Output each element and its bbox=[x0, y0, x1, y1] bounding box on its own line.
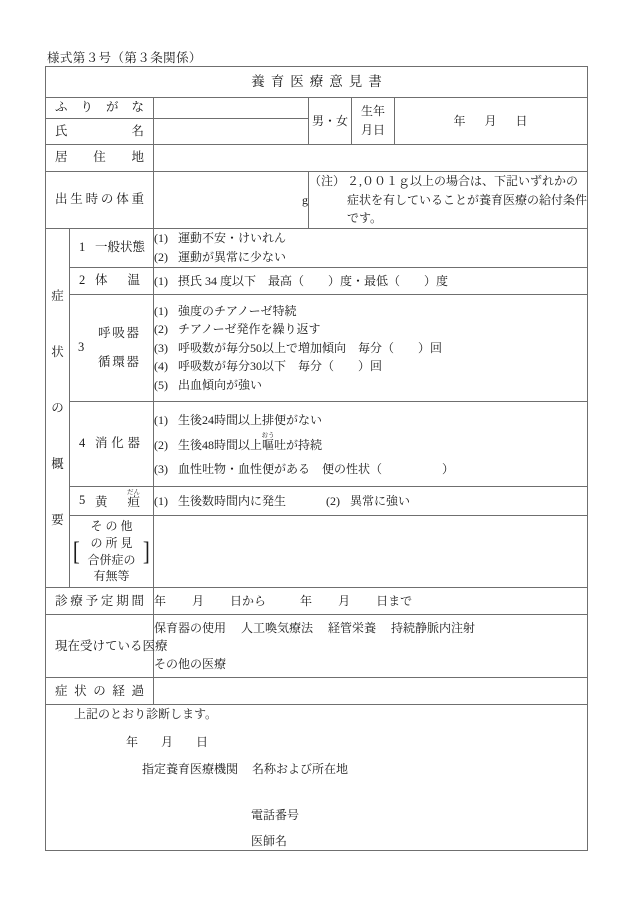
option-number: (2) bbox=[154, 437, 168, 452]
current-care-row bbox=[46, 615, 588, 678]
option-text: 生後数時間内に発生 bbox=[178, 493, 287, 508]
treatment-period-label: 診療予定期間 bbox=[55, 593, 144, 608]
option-number: (2) bbox=[154, 250, 168, 264]
symptom-3-option-0[interactable] bbox=[154, 302, 587, 321]
symptom-5-number: 5 bbox=[79, 493, 86, 508]
vomit-ruby: 嘔おう bbox=[261, 431, 275, 452]
option-text: 血性吐物・血性便がある 便の性状（ ） bbox=[178, 461, 455, 476]
birth-weight-input[interactable] bbox=[154, 172, 309, 229]
side-label-char-4: 要 bbox=[51, 512, 64, 527]
treatment-period-input[interactable] bbox=[154, 588, 588, 615]
name-label-cell bbox=[46, 119, 154, 145]
side-label-char-1: 状 bbox=[51, 344, 64, 359]
jaundice-ruby: 疸だん bbox=[127, 489, 140, 510]
furigana-row bbox=[46, 98, 588, 119]
care-other[interactable]: その他の医療 bbox=[154, 657, 227, 672]
institution-label: 指定養育医療機関 bbox=[142, 762, 239, 777]
option-number: (3) bbox=[154, 340, 168, 355]
symptom-3-label-cell bbox=[70, 295, 154, 402]
symptom-row-2 bbox=[46, 268, 588, 295]
symptom-5-options[interactable] bbox=[154, 487, 588, 516]
treatment-period-row bbox=[46, 588, 588, 615]
weight-unit: g bbox=[302, 192, 308, 207]
dob-label-line1: 生年 bbox=[360, 104, 385, 119]
form-number: 様式第３号（第３条関係） bbox=[47, 51, 202, 65]
symptom-2-label-cell bbox=[70, 268, 154, 295]
current-care-label-cell bbox=[46, 615, 168, 678]
symptom-row-4 bbox=[46, 402, 588, 487]
period-day-to: 日まで bbox=[376, 593, 413, 608]
symptom-1-option-1[interactable] bbox=[154, 248, 587, 267]
birth-weight-row bbox=[46, 172, 588, 229]
option-number: (2) bbox=[326, 493, 341, 508]
symptom-1-number: 1 bbox=[79, 240, 86, 255]
doctor-name-line[interactable]: 医師名 bbox=[251, 833, 288, 848]
option-text: 呼吸数が毎分30以下 毎分（ ）回 bbox=[178, 359, 383, 374]
current-care-options[interactable] bbox=[154, 615, 588, 678]
care-option-3[interactable]: 持続静脈内注射 bbox=[391, 620, 476, 635]
symptom-1-options[interactable] bbox=[154, 229, 588, 268]
symptom-3-option-3[interactable] bbox=[154, 357, 587, 376]
dob-label-line2: 月日 bbox=[360, 123, 385, 137]
signature-date[interactable] bbox=[46, 724, 587, 752]
form-title: 養育医療意見書 bbox=[251, 73, 388, 89]
option-text: 運動不安・けいれん bbox=[178, 231, 287, 246]
birth-weight-note bbox=[309, 172, 588, 229]
note-text: ２,００１ｇ以上の場合は、下記いずれかの症状を有していることが養育医療の給付条件です。 bbox=[347, 174, 588, 226]
other-findings-line2: 合併症の有無等 bbox=[87, 552, 136, 584]
option-number: (4) bbox=[154, 359, 168, 374]
youiku-medical-opinion-form bbox=[45, 66, 588, 851]
symptom-2-label: 体温 bbox=[95, 273, 140, 288]
signature-block bbox=[46, 705, 588, 851]
option-number: (3) bbox=[154, 461, 168, 476]
sex-field[interactable] bbox=[309, 98, 352, 145]
current-care-label: 現在受けている医療 bbox=[55, 638, 168, 653]
period-year-to: 年 bbox=[300, 593, 313, 608]
period-day-from: 日から bbox=[230, 593, 267, 608]
signature-day: 日 bbox=[196, 734, 210, 749]
treatment-period-label-cell bbox=[46, 588, 154, 615]
symptom-3-option-2[interactable] bbox=[154, 339, 587, 358]
symptom-3-option-1[interactable] bbox=[154, 320, 587, 339]
symptom-4-number: 4 bbox=[79, 436, 86, 451]
course-label-cell bbox=[46, 678, 154, 705]
other-findings-label-cell bbox=[70, 516, 154, 588]
furigana-label: ふりがな bbox=[55, 100, 144, 115]
option-number: (1) bbox=[154, 493, 168, 508]
phone-line[interactable]: 電話番号 bbox=[251, 807, 300, 822]
symptom-1-label-cell bbox=[70, 229, 154, 268]
option-text: 生後48時間以上嘔おう吐が持続 bbox=[178, 431, 323, 452]
symptom-row-5 bbox=[46, 487, 588, 516]
option-text: 出血傾向が強い bbox=[178, 377, 263, 392]
other-findings-line1: その他の所見 bbox=[90, 519, 136, 550]
residence-label: 居住地 bbox=[55, 150, 144, 165]
symptom-4-option-2[interactable] bbox=[154, 457, 587, 481]
care-option-1[interactable]: 人工喚気療法 bbox=[241, 620, 314, 635]
option-text: 異常に強い bbox=[350, 493, 411, 508]
symptom-4-option-1[interactable] bbox=[154, 432, 587, 457]
option-number: (2) bbox=[154, 322, 168, 337]
option-number: (1) bbox=[154, 231, 168, 246]
symptom-4-options[interactable] bbox=[154, 402, 588, 487]
institution-line[interactable] bbox=[46, 751, 587, 779]
institution-sub-label: 名称および所在地 bbox=[252, 762, 349, 777]
option-text: チアノーゼ発作を繰り返す bbox=[178, 322, 321, 337]
symptom-3-number: 3 bbox=[78, 340, 85, 355]
side-label-char-3: 概 bbox=[51, 456, 64, 471]
name-input[interactable] bbox=[154, 119, 309, 145]
other-findings-row bbox=[46, 516, 588, 588]
symptom-2-number: 2 bbox=[79, 273, 86, 288]
furigana-input[interactable] bbox=[154, 98, 309, 119]
care-option-2[interactable]: 経管栄養 bbox=[328, 620, 377, 635]
bracket-left-icon: [ bbox=[72, 536, 80, 566]
sex-label: 男・女 bbox=[311, 113, 348, 128]
dob-label-cell bbox=[352, 98, 395, 145]
period-year-from: 年 bbox=[154, 593, 167, 608]
symptom-3-options[interactable] bbox=[154, 295, 588, 402]
option-number: (1) bbox=[154, 303, 168, 318]
symptom-5-label-cell bbox=[70, 487, 154, 516]
option-text: 呼吸数が毎分50以上で増加傾向 毎分（ ）回 bbox=[178, 340, 443, 355]
birth-weight-label-cell bbox=[46, 172, 154, 229]
birth-weight-label: 出生時の体重 bbox=[55, 192, 144, 207]
side-label-char-0: 症 bbox=[51, 288, 64, 303]
symptom-1-label: 一般状態 bbox=[95, 240, 146, 255]
period-month-from: 月 bbox=[192, 593, 205, 608]
symptom-2-options[interactable] bbox=[154, 268, 588, 295]
other-findings-input[interactable] bbox=[154, 516, 588, 588]
dob-year: 年 bbox=[453, 113, 467, 128]
residence-input[interactable] bbox=[154, 145, 588, 172]
symptom-4-label: 消化器 bbox=[95, 436, 140, 451]
dob-month: 月 bbox=[484, 113, 498, 128]
symptom-row-1 bbox=[46, 229, 588, 268]
diagnosis-statement: 上記のとおり診断します。 bbox=[74, 707, 218, 722]
option-text: 強度のチアノーゼ特続 bbox=[178, 303, 297, 318]
symptom-3-label-line2: 循環器 bbox=[98, 355, 139, 369]
symptom-2-option-0[interactable] bbox=[154, 272, 587, 291]
residence-label-cell bbox=[46, 145, 154, 172]
dob-day: 日 bbox=[515, 113, 529, 128]
symptom-5-label: 黄疸だん bbox=[95, 489, 140, 510]
side-label-char-2: の bbox=[51, 400, 64, 415]
symptom-4-label-cell bbox=[70, 402, 154, 487]
name-label: 氏名 bbox=[55, 123, 144, 138]
symptoms-side-label bbox=[46, 229, 70, 588]
course-input[interactable] bbox=[154, 678, 588, 705]
form-title-cell bbox=[46, 67, 588, 98]
furigana-label-cell bbox=[46, 98, 154, 119]
option-number: (1) bbox=[154, 273, 168, 288]
option-number: (1) bbox=[154, 412, 168, 427]
symptom-3-option-4[interactable] bbox=[154, 376, 587, 395]
symptom-3-label-line1: 呼吸器 bbox=[98, 325, 139, 340]
period-month-to: 月 bbox=[338, 593, 351, 608]
option-text: 運動が異常に少ない bbox=[178, 250, 287, 264]
care-option-0[interactable]: 保育器の使用 bbox=[154, 620, 227, 635]
symptom-4-option-0[interactable] bbox=[154, 408, 587, 432]
signature-month: 月 bbox=[161, 734, 175, 749]
symptom-1-option-0[interactable] bbox=[154, 229, 587, 248]
course-label: 症状の経過 bbox=[55, 683, 144, 698]
option-number: (5) bbox=[154, 377, 168, 392]
option-text: 生後24時間以上排便がない bbox=[178, 412, 323, 427]
title-row bbox=[46, 67, 588, 98]
note-marker: （注） bbox=[309, 174, 346, 189]
signature-year: 年 bbox=[126, 734, 140, 749]
bracket-right-icon: ] bbox=[143, 536, 151, 566]
course-row bbox=[46, 678, 588, 705]
symptom-row-3 bbox=[46, 295, 588, 402]
dob-input[interactable] bbox=[395, 98, 588, 145]
residence-row bbox=[46, 145, 588, 172]
option-text: 摂氏 34 度以下 最高（ ）度・最低（ ）度 bbox=[178, 273, 449, 288]
signature-row bbox=[46, 705, 588, 851]
